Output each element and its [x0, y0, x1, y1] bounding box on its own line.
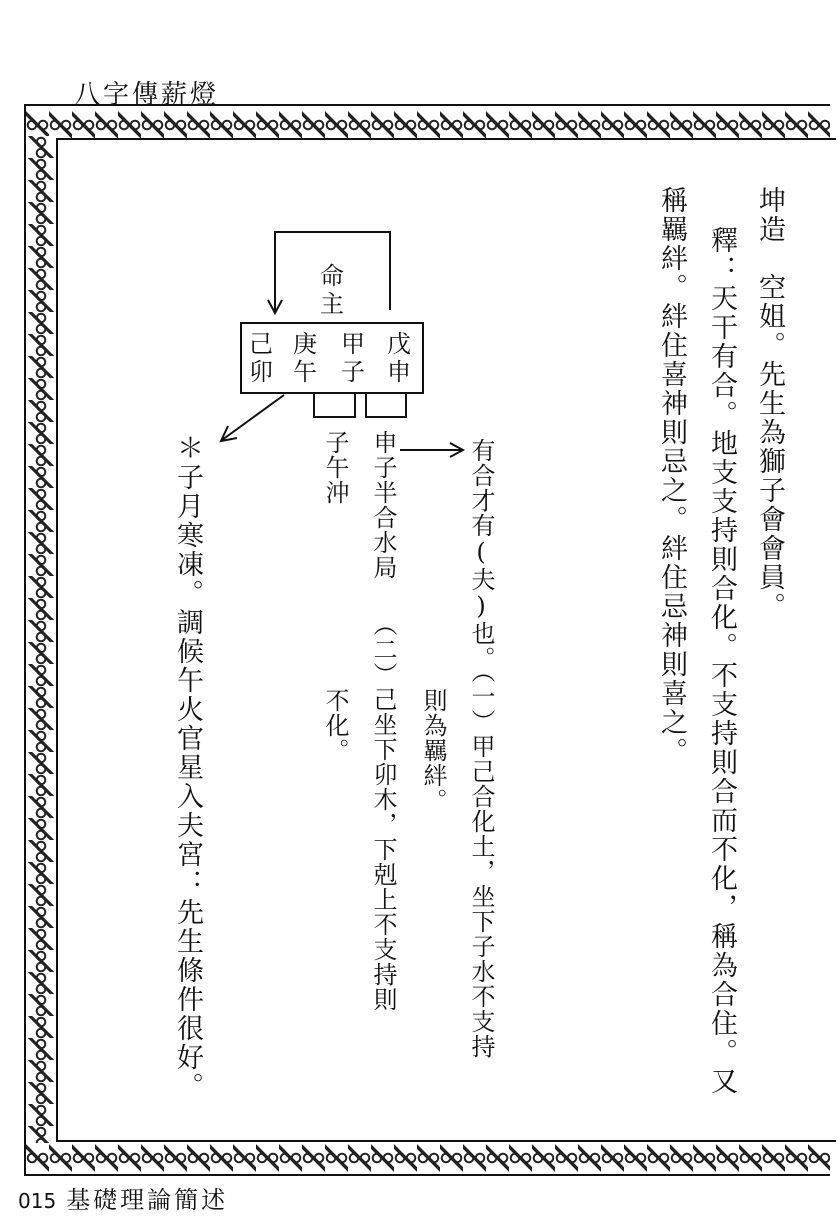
annotation-result1: 有合才有(夫)也。（一）甲己合化土，坐下子水不支持 [467, 438, 495, 1059]
pillar-day-branch: 午 [293, 358, 317, 386]
annotation-note: ＊子月寒凍。調候午火官星入夫宮：先生條件很好。 [172, 434, 203, 1101]
pillar-year-branch: 申 [387, 358, 411, 386]
section-title: 基礎理論簡述 [66, 1186, 229, 1214]
pillar-day-stem: 庚 [293, 330, 317, 358]
note-arrow-line [222, 395, 284, 440]
text-column-3: 稱羈絆。絆住喜神則忌之。絆住忌神則喜之。 [656, 186, 687, 766]
text-column-1: 坤造 空姐。先生為獅子會會員。 [754, 186, 785, 621]
pillar-hour-branch: 卯 [249, 358, 273, 386]
page-number: 015 [18, 1189, 57, 1213]
annotation-shenzi: 申子半合水局 [369, 430, 397, 580]
mingzhu-label: 命主 [320, 262, 344, 318]
ziwu-bracket [314, 394, 355, 417]
pillar-month-branch: 子 [341, 358, 365, 386]
pillar-hour [244, 330, 278, 386]
annotation-result2: （二）己坐下卯木，下剋上不支持則 [369, 612, 397, 1012]
pillar-hour-stem: 己 [249, 330, 273, 358]
pillar-day [288, 330, 322, 386]
text-column-2: 釋：天干有合。地支支持則合化。不支持則合而不化，稱為合住。又 [706, 226, 737, 1096]
page-footer [18, 1180, 228, 1215]
annotation-ziwu: 子午沖 [321, 430, 349, 505]
annotation-result1-cont: 則為羈絆。 [419, 688, 447, 813]
shenzi-bracket [366, 394, 406, 417]
pillar-month [336, 330, 370, 386]
bazi-chart-box [240, 322, 424, 394]
pillar-year [382, 330, 416, 386]
pillar-year-stem: 戊 [387, 330, 411, 358]
page-header-title: 八字傳薪燈 [74, 80, 220, 110]
pillar-month-stem: 甲 [341, 330, 365, 358]
annotation-result2-cont: 不化。 [321, 688, 349, 763]
